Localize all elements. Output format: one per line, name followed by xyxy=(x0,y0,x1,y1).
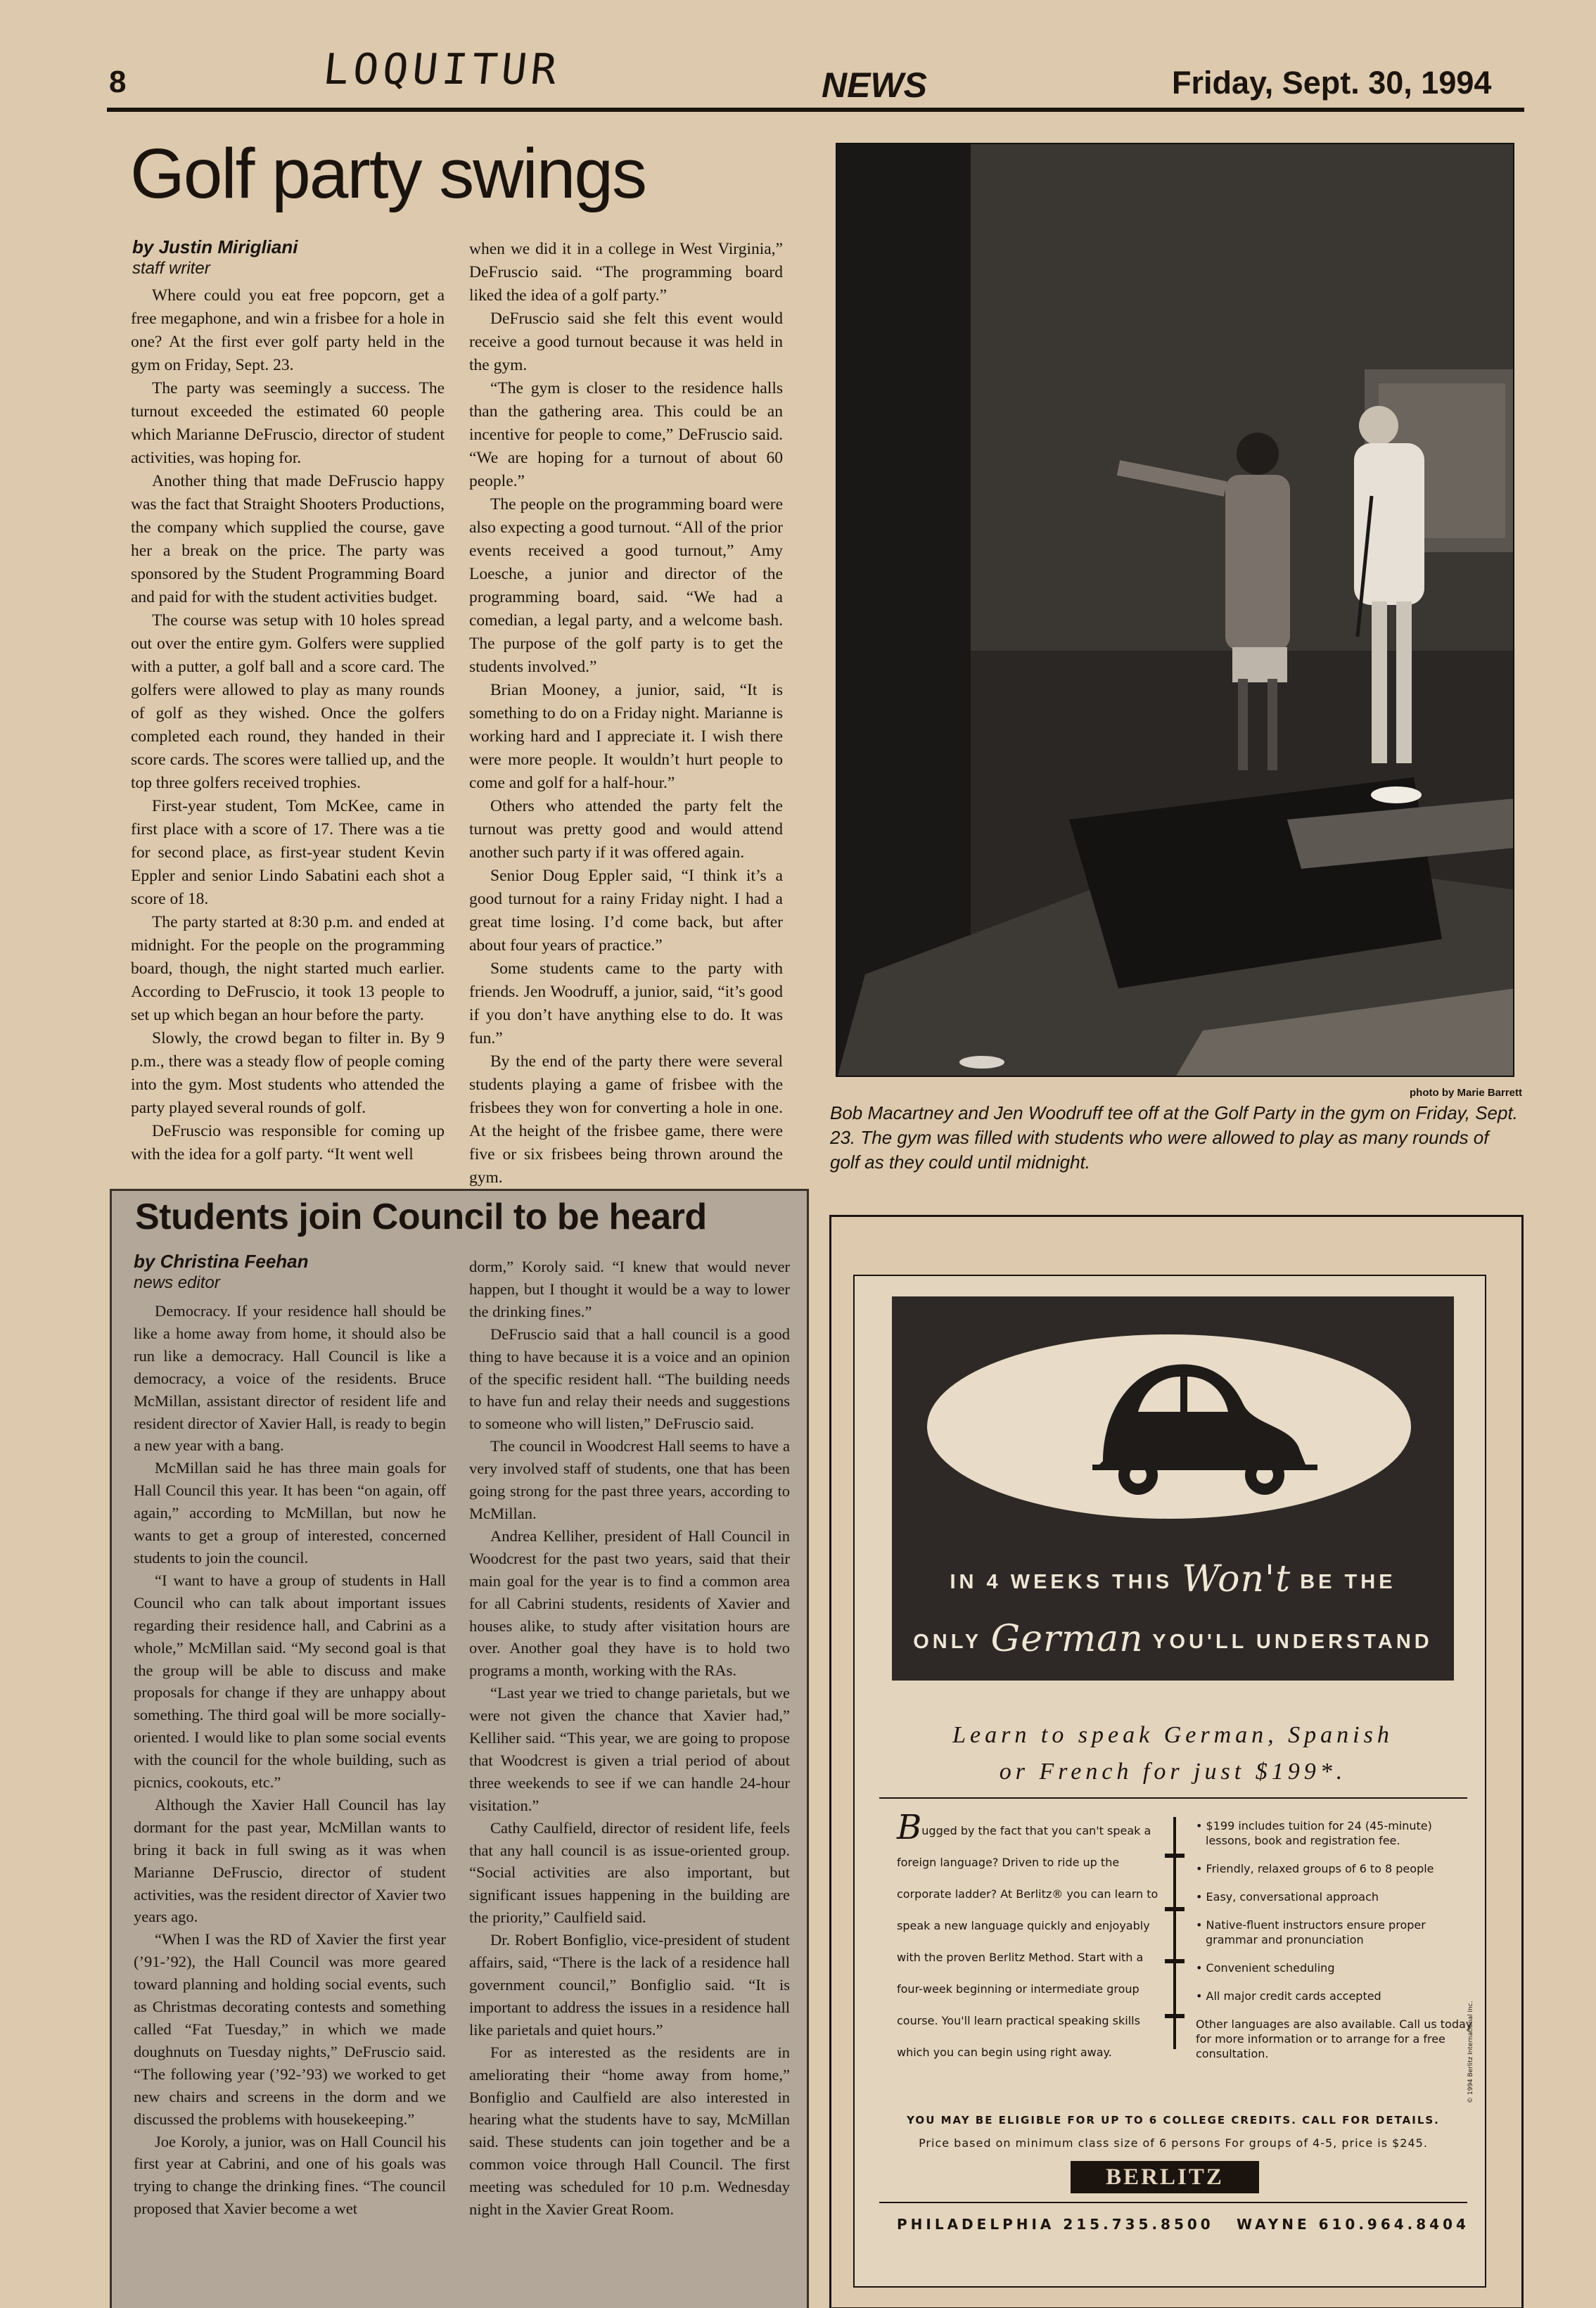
feature-item: • Friendly, relaxed groups of 6 to 8 people xyxy=(1196,1862,1434,1875)
page-number: 8 xyxy=(109,65,127,99)
ad-price-note: Price based on minimum class size of 6 persons For groups of 4-5, price is $245. xyxy=(919,2136,1428,2150)
paragraph: “Last year we tried to change parietals, but we were not given the chance that Xavier had,” Kelliher said. “This year, we are going to propose that Woodcrest is given a trial period of about three weekends to see if we can handle 24-hour visitation.” xyxy=(469,1684,790,1814)
paragraph: “When I was the RD of Xavier the first year (’91-’92), the Hall Council was more geared toward planning and holding social events, such as Christmas decorating contests and something called “Fat Tuesday,” in which we made doughnuts on Tuesday nights,” DeFruscio said. “The following year (’92-’93) we worked to get new chairs and screens in the dorm and we discussed the problems with housekeeping.” xyxy=(134,1930,446,2128)
council-column-1 xyxy=(134,1300,446,2220)
photo-credit: photo by Marie Barrett xyxy=(1410,1087,1523,1099)
council-headline: Students join Council to be heard xyxy=(135,1197,707,1237)
photo-caption: Bob Macartney and Jen Woodruff tee off at the Golf Party in the gym on Friday, Sept. 23. The gym was filled with students who were allowed to play as many rounds of golf as they could until midnight. xyxy=(830,1102,1518,1173)
golf-column-1 xyxy=(131,284,445,1166)
ad-tagline-2 xyxy=(892,1618,1454,1660)
paragraph: The party was seemingly a success. The turnout exceeded the estimated 60 people which Marianne DeFruscio, director of student activities, was hoping for. xyxy=(131,379,445,467)
tagline-script: German xyxy=(990,1618,1144,1660)
paragraph: Brian Mooney, a junior, said, “It is something to do on a Friday night. Marianne is working hard and I appreciate it. I wish there were more people. It wouldn’t hurt people to come and golf for a half-hour.” xyxy=(469,681,783,792)
pipe-tick xyxy=(1165,1959,1185,1963)
pipe-tick xyxy=(1165,1907,1185,1911)
paragraph: By the end of the party there were several students playing a game of frisbee with the frisbees they won for converting a hole in one. At the height of the frisbee game, there were five or six frisbees being thrown around the gym. xyxy=(469,1052,783,1187)
beetle-car-icon xyxy=(927,1334,1411,1519)
golf-byline: by Justin Mirigliani xyxy=(132,236,298,257)
paragraph: DeFruscio was responsible for coming up with the idea for a golf party. “It went well xyxy=(131,1122,445,1163)
paragraph: Democracy. If your residence hall should be like a home away from home, it should also be run like a democracy. Hall Council is like a democracy, a voice of the residents. Bruce McMillan, assistant director of resident life and resident director of Xavier Hall, is ready to begin a new year with a bang. xyxy=(134,1302,446,1455)
paragraph: Cathy Caulfield, director of resident life, feels that any hall council is as issue-oriented group. “Social activities are also important, but significant issues happening in the building are the priority,” Caulfield said. xyxy=(469,1818,790,1927)
tagline-text: YOU'LL UNDERSTAND xyxy=(1152,1631,1433,1653)
section-label: NEWS xyxy=(822,65,927,105)
masthead: LOQUITUR xyxy=(321,45,563,94)
paragraph: when we did it in a college in West Virginia,” DeFruscio said. “The programming board liked the idea of a golf party.” xyxy=(469,240,783,305)
feature-item: • Easy, conversational approach xyxy=(1196,1890,1379,1904)
ad-eligibility: YOU MAY BE ELIGIBLE FOR UP TO 6 COLLEGE CREDITS. CALL FOR DETAILS. xyxy=(907,2114,1440,2127)
golf-photo xyxy=(836,143,1514,1077)
feature-item: • All major credit cards accepted xyxy=(1196,1989,1381,2003)
drop-cap: B xyxy=(897,1808,922,1847)
golf-byline-role: staff writer xyxy=(132,259,210,278)
paragraph: The course was setup with 10 holes spread out over the entire gym. Golfers were supplied with a putter, a golf ball and a score card. The golfers were allowed to play as many rounds of golf as they wished. Once the golfers completed each round, they handed in their score cards. The scores were tallied up, and the top three golfers received trophies. xyxy=(131,611,445,792)
paragraph: The people on the programming board were also expecting a good turnout. “All of the prior events received a good turnout,” Amy Loesche, a junior and director of the programming board, said. “We had a comedian, a legal party, and a welcome bash. The purpose of the golf party is to get the students involved.” xyxy=(469,495,783,676)
paragraph: DeFruscio said that a hall council is a good thing to have because it is a voice and an opinion of the specific resident hall. “The building needs to have fun and relay their needs and suggestions to someone who will listen,” DeFruscio said. xyxy=(469,1325,790,1433)
ad-tagline-1 xyxy=(892,1558,1454,1600)
photo-illustration xyxy=(837,144,1514,1077)
paragraph: The party started at 8:30 p.m. and ended at midnight. For the people on the programming board, though, the night started much earlier. According to DeFruscio, it took 13 people to set up which began an hour before the party. xyxy=(131,913,445,1024)
paragraph: First-year student, Tom McKee, came in first place with a score of 17. There was a tie for second place, as first-year student Kevin Eppler and senior Lindo Sabatini each shot a score of 18. xyxy=(131,797,445,908)
pipe-tick xyxy=(1165,1854,1185,1858)
golf-column-2 xyxy=(469,238,783,1190)
ad-body-copy xyxy=(897,1808,1167,2068)
paragraph: Although the Xavier Hall Council has lay dormant for the past year, McMillan wants to bring it back in full swing as it was when Marianne DeFruscio, director of student activities, was the resident director of Xavier two years ago. xyxy=(134,1795,446,1926)
ad-divider xyxy=(879,1797,1467,1799)
ad-body-text: ugged by the fact that you can't speak a foreign language? Driven to ride up the corporate ladder? At Berlitz® you can learn to speak a new language quickly and enjoyably with the proven Berlitz Method. Start with a four-week beginning or intermediate group course. You'll learn practical speaking skills which you can begin using right away. xyxy=(897,1824,1158,2059)
ad-oval xyxy=(927,1334,1411,1519)
ad-copyright: © 1994 Berlitz International Inc. xyxy=(1467,2001,1474,2103)
paragraph: The council in Woodcrest Hall seems to have a very involved staff of students, one that has been going strong for the past three years, according to McMillan. xyxy=(469,1437,790,1522)
feature-item: • Convenient scheduling xyxy=(1196,1961,1335,1975)
council-byline: by Christina Feehan xyxy=(134,1251,309,1272)
paragraph: Slowly, the crowd began to filter in. By 9 p.m., there was a steady flow of people coming into the gym. Most students who attended the party played several rounds of golf. xyxy=(131,1029,445,1117)
paragraph: Another thing that made DeFruscio happy was the fact that Straight Shooters Productions, the company which supplied the course, gave her a break on the price. The party was sponsored by the Student Programming Board and paid for with the student activities budget. xyxy=(131,472,445,606)
paragraph: Some students came to the party with friends. Jen Woodruff, a junior, said, “it’s good if you don’t have anything else to do. It was fun.” xyxy=(469,959,783,1047)
tagline-script: Won't xyxy=(1182,1558,1291,1600)
paragraph: For as interested as the residents are in ameliorating their “home away from home,” Bonfiglio and Caulfield are also interested in hearing what the students have to say, McMillan said. These students can join together and be a common voice through Hall Council. The first meeting was scheduled for 10 p.m. Wednesday night in the Xavier Great Room. xyxy=(469,2043,790,2219)
berlitz-logo: BERLITZ xyxy=(1071,2161,1259,2193)
paragraph: Others who attended the party felt the turnout was pretty good and would attend another such party if it was offered again. xyxy=(469,797,783,862)
offer-line: Learn to speak German, Spanish xyxy=(952,1722,1393,1748)
paragraph: “The gym is closer to the residence halls than the gathering area. This could be an incentive for people to come,” DeFruscio said. “We are hoping for a turnout of about 60 people.” xyxy=(469,379,783,490)
paragraph: Joe Koroly, a junior, was on Hall Council his first year at Cabrini, and one of his goals was trying to change the drinking fines. “The council proposed that Xavier become a wet xyxy=(134,2132,446,2218)
paragraph: Dr. Robert Bonfiglio, vice-president of student affairs, said, “There is the lack of a residence hall government council,” Bonfiglio said. “It is important to address the issues in a residence hall like parietals and quiet hours.” xyxy=(469,1931,790,2039)
header-rule xyxy=(107,108,1524,112)
issue-date: Friday, Sept. 30, 1994 xyxy=(1172,65,1492,101)
paragraph: dorm,” Koroly said. “I knew that would never happen, but I thought it would be a way to lower the drinking fines.” xyxy=(469,1258,790,1320)
ad-phone-philadelphia: PHILADELPHIA 215.735.8500 xyxy=(897,2216,1214,2233)
paragraph: “I want to have a group of students in Hall Council who can talk about important issues regarding their residence hall, and Cabrini as a whole,” McMillan said. “My second goal is that the group will be able to discuss and make proposals for change if they are unhappy about something. The third goal will be more socially-oriented. I would like to plan some social events with the council for the whole building, such as picnics, cookouts, etc.” xyxy=(134,1571,446,1792)
tagline-text: ONLY xyxy=(913,1631,982,1653)
offer-line: or French for just $199*. xyxy=(999,1759,1347,1785)
ad-features-list xyxy=(1196,1818,1477,2074)
ad-offer xyxy=(892,1717,1454,1790)
other-languages-note: Other languages are also available. Call us today for more information or to arrange for a free consultation. xyxy=(1196,2017,1473,2060)
paragraph: McMillan said he has three main goals for Hall Council this year. It has been “on again, off again,” according to McMillan, but now he wants to get a group of interested, concerned students to join the council. xyxy=(134,1459,446,1567)
paragraph: Where could you eat free popcorn, get a free megaphone, and win a frisbee for a hole in one? At the first ever golf party held in the gym on Friday, Sept. 23. xyxy=(131,286,445,374)
ad-phone-wayne: WAYNE 610.964.8404 xyxy=(1237,2216,1469,2233)
tagline-text: IN 4 WEEKS THIS xyxy=(950,1571,1173,1593)
council-byline-role: news editor xyxy=(134,1273,220,1292)
council-column-2 xyxy=(469,1256,790,2221)
feature-item: • Native-fluent instructors ensure proper grammar and pronunciation xyxy=(1196,1918,1426,1946)
golf-headline: Golf party swings xyxy=(130,134,646,213)
pipe-tick xyxy=(1165,2014,1185,2018)
feature-item: • $199 includes tuition for 24 (45-minute) lessons, book and registration fee. xyxy=(1196,1819,1432,1847)
paragraph: Andrea Kelliher, president of Hall Council in Woodcrest for the past two years, said that their main goal for the year is to find a common area for all Cabrini students, residents of Xavier and houses alike, to study after visitation hours are over. Another goal they have is to hold two programs a month, working with the RAs. xyxy=(469,1526,790,1680)
paragraph: DeFruscio said she felt this event would receive a good turnout because it was held in the gym. xyxy=(469,310,783,374)
tagline-text: BE THE xyxy=(1300,1571,1396,1593)
ad-pipe-divider xyxy=(1173,1817,1176,2049)
paragraph: Senior Doug Eppler said, “I think it’s a good turnout for a rainy Friday night. I had a great time losing. I’d come back, but after about four years of practice.” xyxy=(469,867,783,955)
ad-divider xyxy=(879,2202,1467,2203)
